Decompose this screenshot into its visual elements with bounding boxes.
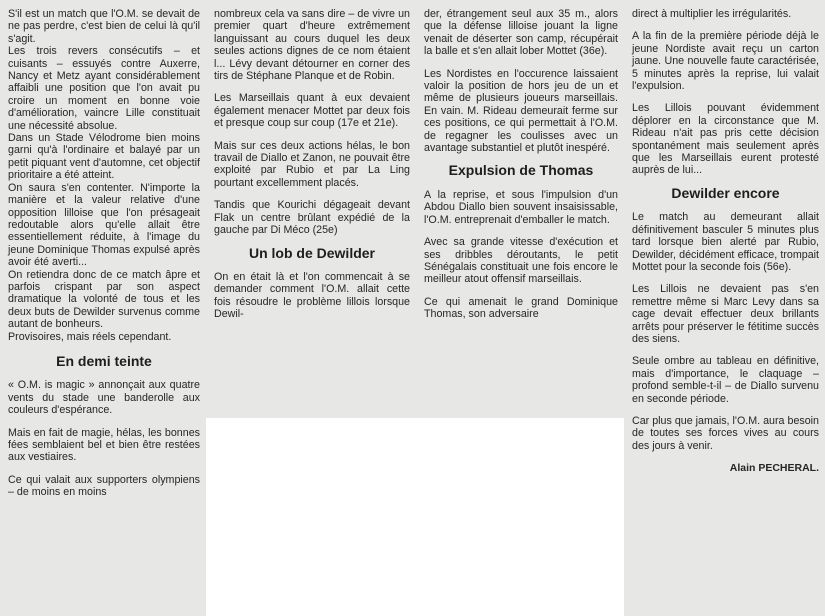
article-column-3 xyxy=(416,0,624,418)
paragraph: « O.M. is magic » annonçait aux quatre vents du stade une banderolle aux couleurs d'espérance. xyxy=(8,379,200,417)
paragraph: Tandis que Kourichi dégageait devant Flak un centre brûlant expédié de la gauche par Di Méco (25e) xyxy=(214,199,410,237)
paragraph: Ce qui amenait le grand Dominique Thomas, son adversaire xyxy=(424,295,618,321)
paragraph: Mais sur ces deux actions hélas, le bon travail de Diallo et Zanon, ne pouvait être exploité par Rubio et par La Ling pourtant excellemment placés. xyxy=(214,139,410,189)
section-heading: En demi teinte xyxy=(56,352,152,369)
section-heading: Un lob de Dewilder xyxy=(248,244,375,261)
author-signature: Alain PECHERAL. xyxy=(729,462,819,475)
paragraph: Seule ombre au tableau en définitive, mais d'importance, le claquage – profond semble-t-il – de Diallo survenu en seconde période. xyxy=(632,355,819,405)
article-column-2 xyxy=(206,0,416,418)
paragraph: Dans un Stade Vélodrome bien moins garni qu'à l'ordinaire et balayé par un petit piquant vent d'automne, cet objectif prioritaire a été atteint. xyxy=(8,132,200,182)
paragraph: Mais en fait de magie, hélas, les bonnes fées semblaient bel et bien être restées aux vestiaires. xyxy=(8,426,200,464)
paragraph: Car plus que jamais, l'O.M. aura besoin de toutes ses forces vives au cours des jours à venir. xyxy=(632,414,819,452)
paragraph: A la reprise, et sous l'impulsion d'un Abdou Diallo bien souvent insaisissable, l'O.M. entreprenait d'emballer le match. xyxy=(424,188,618,226)
paragraph: Les Marseillais quant à eux devaient également menacer Mottet par deux fois et presque coup sur coup (17e et 21e). xyxy=(214,92,410,130)
paragraph: Les trois revers consécutifs – et cuisants – essuyés contre Auxerre, Nancy et Metz ayant considérablement affaibli une position que l'on avait pu croire un moment en bonne voie d'amélioration, vaincre Lille constituait une nécessité absolue. xyxy=(8,45,200,132)
paragraph: direct à multiplier les irrégularités. xyxy=(632,8,792,20)
paragraph: der, étrangement seul aux 35 m., alors que la défense lilloise jouant la ligne venait de déserter son camp, récupérait la balle et s'en allait lober Mottet (36e). xyxy=(424,8,618,58)
paragraph: A la fin de la première période déjà le jeune Nordiste avait reçu un carton jaune. Une nouvelle faute caractérisée, 5 minutes après la reprise, lui valait l'expulsion. xyxy=(632,30,819,93)
paragraph: On en était là et l'on commencait à se demander comment l'O.M. allait cette fois résoudre le problème lillois lorsque Dewil- xyxy=(214,270,410,321)
paragraph: Les Lillois ne devaient pas s'en remettre même si Marc Levy dans sa cage devait effectuer deux brillants arrêts pour préserver le fétitime succès des siens. xyxy=(632,283,819,345)
article-column-1 xyxy=(0,0,206,616)
paragraph: Le match au demeurant allait définitivement basculer 5 minutes plus tard lorsque bien alerté par Rubio, Dewilder, décidément efficace, trompait Mottet pour la seconde fois (56e). xyxy=(632,211,819,273)
paragraph: On saura s'en contenter. N'importe la manière et la valeur relative d'une opposition lilloise que l'on présageait redoutable alors qu'elle allait être essentiellement réduite, à l'image du jeune Dominique Thomas expulsé après avoir été averti... xyxy=(8,181,200,269)
section-heading: Dewilder encore xyxy=(671,184,780,201)
article-column-4 xyxy=(624,0,825,616)
paragraph: S'il est un match que l'O.M. se devait de ne pas perdre, c'est bien de celui là qu'il s'agit. xyxy=(8,8,200,45)
paragraph: Ce qui valait aux supporters olympiens – de moins en moins xyxy=(8,473,200,499)
paragraph: nombreux cela va sans dire – de vivre un premier quart d'heure extrêmement languissant au cours duquel les deux seules actions dignes de ce nom étaient l... Lévy devant détourner en corner des tirs de Stéphane Planque et de Robin. xyxy=(214,8,410,83)
paragraph: Les Lillois pouvant évidemment déplorer en la circonstance que M. Rideau n'ait pas pris cette décision spontanément mais seulement après que les Marseillais eurent protesté auprès de lui... xyxy=(632,102,819,177)
paragraph: On retiendra donc de ce match âpre et parfois crispant par son aspect dramatique la volonté de tous et les deux buts de Dewilder survenus comme autant de bonheurs. xyxy=(8,268,200,331)
paragraph: Avec sa grande vitesse d'exécution et ses dribbles déroutants, le petit Sénégalais constituait une fois encore le meilleur atout offensif marseillais. xyxy=(424,236,618,286)
paragraph: Les Nordistes en l'occurence laissaient valoir la position de hors jeu de un et même de plusieurs joueurs marseillais. En vain. M. Rideau demeurait ferme sur ces positions, ce qui permettait à l'O.M. de regagner les coulisses avec un avantage substantiel et plutôt inespéré. xyxy=(424,67,618,155)
paragraph: Provisoires, mais réels cependant. xyxy=(8,330,172,343)
section-heading: Expulsion de Thomas xyxy=(448,162,594,179)
